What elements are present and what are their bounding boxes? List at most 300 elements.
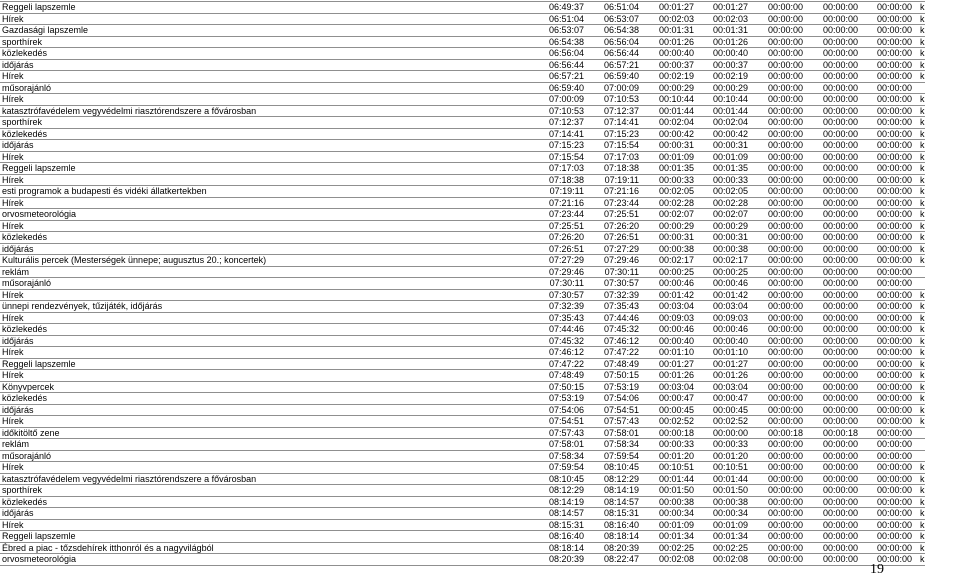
filler-duration-cell: 00:00:00: [753, 140, 808, 152]
table-row: [0, 2, 925, 14]
table-row: [0, 13, 925, 25]
music-duration-cell: 00:00:00: [808, 59, 863, 71]
start-time-cell: 07:27:29: [535, 255, 589, 267]
filler-duration-cell: 00:00:00: [753, 381, 808, 393]
filler-duration-cell: 00:00:00: [753, 255, 808, 267]
program-duration-cell: 00:00:33: [699, 174, 753, 186]
program-title-cell: katasztrófavédelem vegyvédelmi riasztórendszere a fővárosban: [0, 473, 535, 485]
table-row: [0, 450, 925, 462]
table-row: [0, 59, 925, 71]
end-time-cell: 06:51:04: [589, 2, 644, 14]
start-time-cell: 06:49:37: [535, 2, 589, 14]
music-duration-cell: 00:00:00: [808, 197, 863, 209]
program-duration-cell: 00:01:44: [699, 473, 753, 485]
type-flag-cell: k: [917, 496, 925, 508]
program-duration-cell: 00:00:29: [699, 82, 753, 94]
filler-duration-cell: 00:00:00: [753, 335, 808, 347]
program-duration-cell: 00:01:20: [699, 450, 753, 462]
program-duration-cell: 00:00:38: [699, 243, 753, 255]
duration-cell: 00:00:29: [644, 220, 699, 232]
table-row: [0, 197, 925, 209]
program-title-cell: Hírek: [0, 370, 535, 382]
program-title-cell: Hírek: [0, 289, 535, 301]
program-duration-cell: 00:01:09: [699, 519, 753, 531]
table-row: [0, 473, 925, 485]
music-duration-cell: 00:00:00: [808, 554, 863, 566]
other-duration-cell: 00:00:00: [863, 117, 917, 129]
music-duration-cell: 00:00:00: [808, 220, 863, 232]
type-flag-cell: k: [917, 140, 925, 152]
music-duration-cell: 00:00:00: [808, 496, 863, 508]
start-time-cell: 07:50:15: [535, 381, 589, 393]
duration-cell: 00:10:44: [644, 94, 699, 106]
type-flag-cell: k: [917, 94, 925, 106]
start-time-cell: 06:56:04: [535, 48, 589, 60]
type-flag-cell: [917, 82, 925, 94]
program-title-cell: esti programok a budapesti és vidéki állatkertekben: [0, 186, 535, 198]
duration-cell: 00:00:33: [644, 174, 699, 186]
end-time-cell: 07:32:39: [589, 289, 644, 301]
filler-duration-cell: 00:00:00: [753, 128, 808, 140]
duration-cell: 00:02:19: [644, 71, 699, 83]
filler-duration-cell: 00:00:00: [753, 151, 808, 163]
music-duration-cell: 00:00:00: [808, 36, 863, 48]
table-row: [0, 508, 925, 520]
duration-cell: 00:01:10: [644, 347, 699, 359]
program-title-cell: közlekedés: [0, 232, 535, 244]
other-duration-cell: 00:00:00: [863, 278, 917, 290]
music-duration-cell: 00:00:00: [808, 473, 863, 485]
filler-duration-cell: 00:00:00: [753, 370, 808, 382]
start-time-cell: 08:16:40: [535, 531, 589, 543]
table-row: [0, 301, 925, 313]
program-duration-cell: 00:02:08: [699, 554, 753, 566]
other-duration-cell: 00:00:00: [863, 151, 917, 163]
table-row: [0, 439, 925, 451]
program-title-cell: műsorajánló: [0, 278, 535, 290]
program-duration-cell: 00:01:35: [699, 163, 753, 175]
music-duration-cell: 00:00:00: [808, 13, 863, 25]
program-title-cell: időjárás: [0, 404, 535, 416]
end-time-cell: 07:57:43: [589, 416, 644, 428]
duration-cell: 00:01:42: [644, 289, 699, 301]
type-flag-cell: k: [917, 289, 925, 301]
program-duration-cell: 00:02:04: [699, 117, 753, 129]
duration-cell: 00:09:03: [644, 312, 699, 324]
program-duration-cell: 00:00:34: [699, 508, 753, 520]
program-duration-cell: 00:02:07: [699, 209, 753, 221]
duration-cell: 00:00:42: [644, 128, 699, 140]
type-flag-cell: [917, 439, 925, 451]
table-row: [0, 370, 925, 382]
end-time-cell: 06:53:07: [589, 13, 644, 25]
end-time-cell: 07:29:46: [589, 255, 644, 267]
schedule-table: [0, 1, 925, 566]
filler-duration-cell: 00:00:00: [753, 439, 808, 451]
other-duration-cell: 00:00:00: [863, 439, 917, 451]
end-time-cell: 06:57:21: [589, 59, 644, 71]
other-duration-cell: 00:00:00: [863, 105, 917, 117]
type-flag-cell: k: [917, 542, 925, 554]
start-time-cell: 08:14:19: [535, 496, 589, 508]
program-duration-cell: 00:00:25: [699, 266, 753, 278]
duration-cell: 00:02:04: [644, 117, 699, 129]
start-time-cell: 07:00:09: [535, 94, 589, 106]
music-duration-cell: 00:00:00: [808, 105, 863, 117]
music-duration-cell: 00:00:00: [808, 301, 863, 313]
program-duration-cell: 00:00:47: [699, 393, 753, 405]
other-duration-cell: 00:00:00: [863, 416, 917, 428]
type-flag-cell: k: [917, 59, 925, 71]
filler-duration-cell: 00:00:00: [753, 48, 808, 60]
table-row: [0, 393, 925, 405]
filler-duration-cell: 00:00:00: [753, 519, 808, 531]
duration-cell: 00:00:46: [644, 324, 699, 336]
filler-duration-cell: 00:00:00: [753, 542, 808, 554]
filler-duration-cell: 00:00:00: [753, 36, 808, 48]
end-time-cell: 08:12:29: [589, 473, 644, 485]
end-time-cell: 07:47:22: [589, 347, 644, 359]
start-time-cell: 07:59:54: [535, 462, 589, 474]
other-duration-cell: 00:00:00: [863, 48, 917, 60]
table-row: [0, 531, 925, 543]
start-time-cell: 07:58:34: [535, 450, 589, 462]
other-duration-cell: 00:00:00: [863, 82, 917, 94]
program-title-cell: közlekedés: [0, 48, 535, 60]
filler-duration-cell: 00:00:00: [753, 186, 808, 198]
end-time-cell: 07:30:11: [589, 266, 644, 278]
program-title-cell: közlekedés: [0, 393, 535, 405]
duration-cell: 00:02:52: [644, 416, 699, 428]
start-time-cell: 08:20:39: [535, 554, 589, 566]
duration-cell: 00:00:31: [644, 140, 699, 152]
other-duration-cell: 00:00:00: [863, 243, 917, 255]
music-duration-cell: 00:00:00: [808, 128, 863, 140]
program-duration-cell: 00:00:29: [699, 220, 753, 232]
type-flag-cell: k: [917, 485, 925, 497]
other-duration-cell: 00:00:00: [863, 140, 917, 152]
end-time-cell: 07:15:54: [589, 140, 644, 152]
other-duration-cell: 00:00:00: [863, 174, 917, 186]
music-duration-cell: 00:00:00: [808, 542, 863, 554]
type-flag-cell: k: [917, 220, 925, 232]
type-flag-cell: [917, 278, 925, 290]
program-title-cell: Reggeli lapszemle: [0, 163, 535, 175]
duration-cell: 00:00:18: [644, 427, 699, 439]
table-row: [0, 36, 925, 48]
duration-cell: 00:01:35: [644, 163, 699, 175]
duration-cell: 00:01:27: [644, 2, 699, 14]
end-time-cell: 08:16:40: [589, 519, 644, 531]
program-title-cell: Hírek: [0, 347, 535, 359]
music-duration-cell: 00:00:00: [808, 232, 863, 244]
start-time-cell: 08:18:14: [535, 542, 589, 554]
end-time-cell: 07:35:43: [589, 301, 644, 313]
type-flag-cell: [917, 427, 925, 439]
program-title-cell: Ébred a piac - tőzsdehírek itthonról és a nagyvilágból: [0, 542, 535, 554]
duration-cell: 00:00:38: [644, 496, 699, 508]
start-time-cell: 06:53:07: [535, 25, 589, 37]
start-time-cell: 06:57:21: [535, 71, 589, 83]
other-duration-cell: 00:00:00: [863, 36, 917, 48]
other-duration-cell: 00:00:00: [863, 301, 917, 313]
music-duration-cell: 00:00:00: [808, 140, 863, 152]
filler-duration-cell: 00:00:00: [753, 531, 808, 543]
music-duration-cell: 00:00:00: [808, 358, 863, 370]
type-flag-cell: k: [917, 243, 925, 255]
other-duration-cell: 00:00:00: [863, 450, 917, 462]
other-duration-cell: 00:00:00: [863, 554, 917, 566]
program-title-cell: reklám: [0, 266, 535, 278]
music-duration-cell: 00:00:00: [808, 404, 863, 416]
type-flag-cell: k: [917, 13, 925, 25]
music-duration-cell: 00:00:00: [808, 381, 863, 393]
program-duration-cell: 00:01:42: [699, 289, 753, 301]
duration-cell: 00:00:25: [644, 266, 699, 278]
filler-duration-cell: 00:00:00: [753, 105, 808, 117]
start-time-cell: 06:51:04: [535, 13, 589, 25]
other-duration-cell: 00:00:00: [863, 393, 917, 405]
type-flag-cell: k: [917, 128, 925, 140]
duration-cell: 00:02:28: [644, 197, 699, 209]
type-flag-cell: k: [917, 2, 925, 14]
program-duration-cell: 00:01:34: [699, 531, 753, 543]
other-duration-cell: 00:00:00: [863, 531, 917, 543]
end-time-cell: 06:59:40: [589, 71, 644, 83]
music-duration-cell: 00:00:00: [808, 312, 863, 324]
other-duration-cell: 00:00:00: [863, 381, 917, 393]
program-duration-cell: 00:02:28: [699, 197, 753, 209]
program-title-cell: katasztrófavédelem vegyvédelmi riasztórendszere a fővárosban: [0, 105, 535, 117]
end-time-cell: 07:19:11: [589, 174, 644, 186]
music-duration-cell: 00:00:00: [808, 174, 863, 186]
table-row: [0, 151, 925, 163]
end-time-cell: 07:48:49: [589, 358, 644, 370]
table-row: [0, 232, 925, 244]
duration-cell: 00:00:38: [644, 243, 699, 255]
type-flag-cell: k: [917, 519, 925, 531]
program-duration-cell: 00:03:04: [699, 301, 753, 313]
table-row: [0, 255, 925, 267]
program-duration-cell: 00:10:51: [699, 462, 753, 474]
music-duration-cell: 00:00:00: [808, 48, 863, 60]
start-time-cell: 07:29:46: [535, 266, 589, 278]
table-row: [0, 243, 925, 255]
other-duration-cell: 00:00:00: [863, 197, 917, 209]
duration-cell: 00:03:04: [644, 381, 699, 393]
end-time-cell: 07:58:34: [589, 439, 644, 451]
type-flag-cell: k: [917, 554, 925, 566]
program-duration-cell: 00:03:04: [699, 381, 753, 393]
type-flag-cell: k: [917, 151, 925, 163]
filler-duration-cell: 00:00:00: [753, 416, 808, 428]
start-time-cell: 07:48:49: [535, 370, 589, 382]
end-time-cell: 07:23:44: [589, 197, 644, 209]
filler-duration-cell: 00:00:00: [753, 25, 808, 37]
start-time-cell: 08:14:57: [535, 508, 589, 520]
end-time-cell: 07:15:23: [589, 128, 644, 140]
start-time-cell: 07:19:11: [535, 186, 589, 198]
program-duration-cell: 00:01:44: [699, 105, 753, 117]
duration-cell: 00:00:46: [644, 278, 699, 290]
duration-cell: 00:00:45: [644, 404, 699, 416]
table-row: [0, 278, 925, 290]
other-duration-cell: 00:00:00: [863, 232, 917, 244]
program-title-cell: időjárás: [0, 243, 535, 255]
program-duration-cell: 00:01:27: [699, 2, 753, 14]
other-duration-cell: 00:00:00: [863, 508, 917, 520]
program-title-cell: Hírek: [0, 462, 535, 474]
end-time-cell: 07:54:06: [589, 393, 644, 405]
table-row: [0, 128, 925, 140]
program-title-cell: időkitöltő zene: [0, 427, 535, 439]
other-duration-cell: 00:00:00: [863, 473, 917, 485]
filler-duration-cell: 00:00:00: [753, 243, 808, 255]
duration-cell: 00:00:37: [644, 59, 699, 71]
type-flag-cell: k: [917, 71, 925, 83]
end-time-cell: 07:26:20: [589, 220, 644, 232]
table-row: [0, 542, 925, 554]
start-time-cell: 07:47:22: [535, 358, 589, 370]
duration-cell: 00:00:33: [644, 439, 699, 451]
duration-cell: 00:00:40: [644, 335, 699, 347]
type-flag-cell: k: [917, 416, 925, 428]
other-duration-cell: 00:00:00: [863, 266, 917, 278]
program-title-cell: műsorajánló: [0, 82, 535, 94]
program-duration-cell: 00:02:19: [699, 71, 753, 83]
type-flag-cell: k: [917, 370, 925, 382]
music-duration-cell: 00:00:00: [808, 439, 863, 451]
music-duration-cell: 00:00:00: [808, 2, 863, 14]
program-title-cell: Hírek: [0, 174, 535, 186]
start-time-cell: 08:10:45: [535, 473, 589, 485]
filler-duration-cell: 00:00:00: [753, 301, 808, 313]
music-duration-cell: 00:00:00: [808, 71, 863, 83]
end-time-cell: 07:25:51: [589, 209, 644, 221]
type-flag-cell: k: [917, 186, 925, 198]
music-duration-cell: 00:00:00: [808, 151, 863, 163]
filler-duration-cell: 00:00:00: [753, 209, 808, 221]
music-duration-cell: 00:00:00: [808, 209, 863, 221]
table-row: [0, 48, 925, 60]
other-duration-cell: 00:00:00: [863, 370, 917, 382]
table-row: [0, 25, 925, 37]
table-row: [0, 404, 925, 416]
end-time-cell: 07:45:32: [589, 324, 644, 336]
duration-cell: 00:02:05: [644, 186, 699, 198]
music-duration-cell: 00:00:00: [808, 289, 863, 301]
start-time-cell: 07:35:43: [535, 312, 589, 324]
music-duration-cell: 00:00:00: [808, 278, 863, 290]
program-title-cell: Hírek: [0, 13, 535, 25]
filler-duration-cell: 00:00:00: [753, 71, 808, 83]
table-row: [0, 347, 925, 359]
duration-cell: 00:01:09: [644, 519, 699, 531]
type-flag-cell: k: [917, 347, 925, 359]
table-row: [0, 324, 925, 336]
program-title-cell: Hírek: [0, 197, 535, 209]
filler-duration-cell: 00:00:00: [753, 496, 808, 508]
program-duration-cell: 00:00:37: [699, 59, 753, 71]
music-duration-cell: 00:00:00: [808, 243, 863, 255]
end-time-cell: 07:53:19: [589, 381, 644, 393]
start-time-cell: 06:59:40: [535, 82, 589, 94]
music-duration-cell: 00:00:00: [808, 82, 863, 94]
program-title-cell: időjárás: [0, 508, 535, 520]
program-duration-cell: 00:02:52: [699, 416, 753, 428]
program-duration-cell: 00:02:05: [699, 186, 753, 198]
other-duration-cell: 00:00:00: [863, 358, 917, 370]
program-duration-cell: 00:01:10: [699, 347, 753, 359]
end-time-cell: 08:18:14: [589, 531, 644, 543]
filler-duration-cell: 00:00:00: [753, 485, 808, 497]
duration-cell: 00:00:34: [644, 508, 699, 520]
program-duration-cell: 00:01:09: [699, 151, 753, 163]
program-title-cell: Hírek: [0, 519, 535, 531]
music-duration-cell: 00:00:00: [808, 485, 863, 497]
other-duration-cell: 00:00:00: [863, 542, 917, 554]
table-row: [0, 416, 925, 428]
table-row: [0, 117, 925, 129]
start-time-cell: 07:44:46: [535, 324, 589, 336]
program-duration-cell: 00:02:03: [699, 13, 753, 25]
other-duration-cell: 00:00:00: [863, 13, 917, 25]
start-time-cell: 07:32:39: [535, 301, 589, 313]
other-duration-cell: 00:00:00: [863, 2, 917, 14]
table-row: [0, 554, 925, 566]
filler-duration-cell: 00:00:00: [753, 324, 808, 336]
start-time-cell: 07:54:51: [535, 416, 589, 428]
other-duration-cell: 00:00:00: [863, 485, 917, 497]
music-duration-cell: 00:00:00: [808, 266, 863, 278]
filler-duration-cell: 00:00:00: [753, 13, 808, 25]
music-duration-cell: 00:00:00: [808, 531, 863, 543]
other-duration-cell: 00:00:00: [863, 25, 917, 37]
program-title-cell: időjárás: [0, 140, 535, 152]
other-duration-cell: 00:00:00: [863, 496, 917, 508]
music-duration-cell: 00:00:00: [808, 255, 863, 267]
program-duration-cell: 00:10:44: [699, 94, 753, 106]
end-time-cell: 07:14:41: [589, 117, 644, 129]
table-row: [0, 335, 925, 347]
start-time-cell: 07:25:51: [535, 220, 589, 232]
duration-cell: 00:10:51: [644, 462, 699, 474]
end-time-cell: 08:15:31: [589, 508, 644, 520]
end-time-cell: 08:20:39: [589, 542, 644, 554]
music-duration-cell: 00:00:00: [808, 186, 863, 198]
table-row: [0, 519, 925, 531]
program-duration-cell: 00:00:46: [699, 278, 753, 290]
other-duration-cell: 00:00:00: [863, 186, 917, 198]
program-title-cell: Hírek: [0, 71, 535, 83]
program-title-cell: Reggeli lapszemle: [0, 358, 535, 370]
program-duration-cell: 00:00:38: [699, 496, 753, 508]
other-duration-cell: 00:00:00: [863, 163, 917, 175]
end-time-cell: 08:10:45: [589, 462, 644, 474]
program-duration-cell: 00:01:26: [699, 36, 753, 48]
type-flag-cell: k: [917, 335, 925, 347]
music-duration-cell: 00:00:00: [808, 25, 863, 37]
table-row: [0, 312, 925, 324]
program-title-cell: közlekedés: [0, 324, 535, 336]
table-row: [0, 82, 925, 94]
type-flag-cell: k: [917, 393, 925, 405]
end-time-cell: 07:54:51: [589, 404, 644, 416]
table-row: [0, 163, 925, 175]
filler-duration-cell: 00:00:00: [753, 197, 808, 209]
start-time-cell: 07:17:03: [535, 163, 589, 175]
program-title-cell: Könyvpercek: [0, 381, 535, 393]
